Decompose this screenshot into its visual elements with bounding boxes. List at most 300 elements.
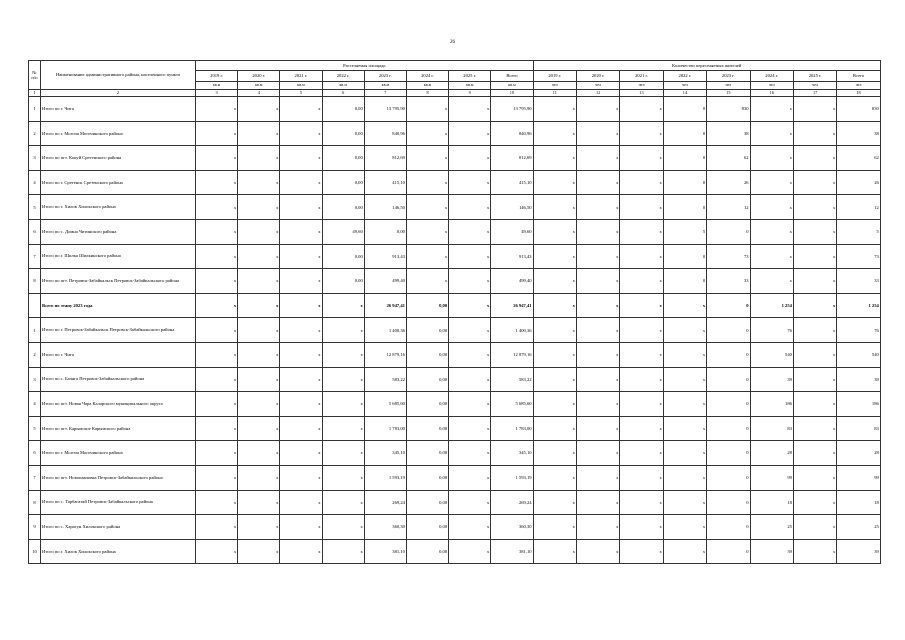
people-cell: 26 bbox=[707, 170, 750, 195]
row-number: 10 bbox=[29, 539, 41, 564]
area-cell: 1 400,36 bbox=[491, 318, 533, 343]
people-cell: 12 bbox=[707, 195, 750, 220]
people-cell: 39 bbox=[837, 367, 881, 392]
people-cell: 62 bbox=[837, 146, 881, 171]
table-row bbox=[29, 121, 881, 146]
people-cell: 76 bbox=[750, 318, 793, 343]
row-number: 6 bbox=[29, 219, 41, 244]
table-row bbox=[29, 244, 881, 269]
people-cell: х bbox=[793, 97, 836, 122]
area-cell: х bbox=[196, 293, 238, 318]
row-number: 6 bbox=[29, 441, 41, 466]
year-header-area: Всего bbox=[491, 71, 533, 82]
area-cell: х bbox=[238, 416, 280, 441]
people-cell: 0 bbox=[663, 97, 706, 122]
area-cell: х bbox=[196, 195, 238, 220]
area-cell: 840,96 bbox=[491, 121, 533, 146]
area-cell: 26 947,41 bbox=[364, 293, 406, 318]
area-cell: 1 783,00 bbox=[364, 416, 406, 441]
area-cell: 13 795,90 bbox=[364, 97, 406, 122]
people-cell: 0 bbox=[663, 170, 706, 195]
people-cell: х bbox=[620, 195, 663, 220]
people-cell: х bbox=[620, 293, 663, 318]
area-cell: х bbox=[196, 318, 238, 343]
people-cell: 540 bbox=[837, 342, 881, 367]
area-cell: х bbox=[238, 244, 280, 269]
people-cell: х bbox=[663, 367, 706, 392]
people-cell: х bbox=[576, 318, 619, 343]
unit-header-area: кв.м bbox=[238, 82, 280, 90]
area-cell: х bbox=[449, 219, 491, 244]
people-cell: х bbox=[793, 539, 836, 564]
people-cell: х bbox=[576, 121, 619, 146]
people-cell: х bbox=[533, 244, 576, 269]
column-number: 12 bbox=[576, 90, 619, 97]
year-header-area: 2023 г. bbox=[364, 71, 406, 82]
area-cell: 0,00 bbox=[406, 539, 448, 564]
people-cell: х bbox=[793, 269, 836, 294]
area-cell: 26 947,41 bbox=[491, 293, 533, 318]
area-cell: 583,22 bbox=[491, 367, 533, 392]
table-row bbox=[29, 392, 881, 417]
people-cell: 1 254 bbox=[837, 293, 881, 318]
people-cell: х bbox=[793, 170, 836, 195]
row-number: 4 bbox=[29, 392, 41, 417]
unit-header-area: кв.м bbox=[280, 82, 322, 90]
column-number: 4 bbox=[238, 90, 280, 97]
area-cell: 913,43 bbox=[491, 244, 533, 269]
people-cell: 0 bbox=[707, 465, 750, 490]
people-cell: 0 bbox=[707, 318, 750, 343]
people-cell: х bbox=[620, 146, 663, 171]
row-number: 3 bbox=[29, 367, 41, 392]
people-cell: х bbox=[793, 416, 836, 441]
area-cell: 812,69 bbox=[491, 146, 533, 171]
column-number: 11 bbox=[533, 90, 576, 97]
area-cell: 0,00 bbox=[322, 170, 364, 195]
people-cell: х bbox=[620, 342, 663, 367]
people-cell: х bbox=[620, 515, 663, 540]
people-cell: х bbox=[533, 515, 576, 540]
year-header-area: 2021 г. bbox=[280, 71, 322, 82]
people-cell: х bbox=[663, 342, 706, 367]
column-number: 8 bbox=[406, 90, 448, 97]
people-cell: х bbox=[576, 219, 619, 244]
table-row bbox=[29, 465, 881, 490]
people-cell: 0 bbox=[707, 490, 750, 515]
area-cell: х bbox=[238, 146, 280, 171]
row-name: Итого по пгт. Кокуй Сретенского района bbox=[41, 146, 196, 171]
area-cell: х bbox=[322, 392, 364, 417]
area-cell: 0,00 bbox=[364, 219, 406, 244]
area-cell: х bbox=[449, 490, 491, 515]
people-cell: 83 bbox=[837, 416, 881, 441]
area-cell: 1 400,36 bbox=[364, 318, 406, 343]
people-cell: х bbox=[663, 416, 706, 441]
area-cell: х bbox=[196, 269, 238, 294]
area-cell: 0,00 bbox=[406, 318, 448, 343]
people-cell: 0 bbox=[663, 121, 706, 146]
people-cell: 25 bbox=[837, 515, 881, 540]
people-cell: 5 bbox=[837, 219, 881, 244]
area-cell: х bbox=[449, 146, 491, 171]
people-cell: 0 bbox=[707, 515, 750, 540]
area-cell: х bbox=[322, 416, 364, 441]
column-number: 16 bbox=[750, 90, 793, 97]
row-name: Итого по пгт. Новая Чара Каларского муниципального округа bbox=[41, 392, 196, 417]
people-cell: 39 bbox=[837, 539, 881, 564]
people-cell: 0 bbox=[707, 416, 750, 441]
people-cell: 0 bbox=[707, 441, 750, 466]
people-cell: 39 bbox=[750, 539, 793, 564]
people-cell: х bbox=[620, 465, 663, 490]
area-cell: х bbox=[406, 170, 448, 195]
people-cell: х bbox=[793, 465, 836, 490]
people-cell: 540 bbox=[750, 342, 793, 367]
area-cell: х bbox=[280, 219, 322, 244]
area-cell: 381,10 bbox=[364, 539, 406, 564]
people-cell: х bbox=[533, 392, 576, 417]
table-row bbox=[29, 490, 881, 515]
people-cell: х bbox=[793, 441, 836, 466]
row-name: Итого по пгт. Новопавловка Петровск-Забайкальского района bbox=[41, 465, 196, 490]
people-cell: 73 bbox=[707, 244, 750, 269]
column-number: 7 bbox=[364, 90, 406, 97]
unit-header-area: кв.м bbox=[322, 82, 364, 90]
area-cell: х bbox=[449, 441, 491, 466]
people-cell: 0 bbox=[707, 293, 750, 318]
area-cell: х bbox=[196, 392, 238, 417]
area-cell: 0,00 bbox=[406, 367, 448, 392]
area-cell: х bbox=[196, 416, 238, 441]
area-cell: 0,00 bbox=[406, 392, 448, 417]
area-cell: 840,96 bbox=[364, 121, 406, 146]
area-cell: х bbox=[238, 195, 280, 220]
area-cell: 0,00 bbox=[406, 490, 448, 515]
people-cell: 38 bbox=[707, 121, 750, 146]
area-cell: х bbox=[322, 539, 364, 564]
row-number: 7 bbox=[29, 465, 41, 490]
unit-header-area: кв.м bbox=[196, 82, 238, 90]
people-cell: 33 bbox=[707, 269, 750, 294]
area-cell: х bbox=[280, 121, 322, 146]
row-name: Итого по г. Могоча Могочинского района bbox=[41, 441, 196, 466]
area-cell: 1 593,19 bbox=[491, 465, 533, 490]
people-cell: х bbox=[576, 97, 619, 122]
table-row bbox=[29, 342, 881, 367]
unit-header-people: чел bbox=[707, 82, 750, 90]
table-row bbox=[29, 97, 881, 122]
people-cell: 1 254 bbox=[750, 293, 793, 318]
area-cell: х bbox=[196, 441, 238, 466]
unit-header-people: чел bbox=[750, 82, 793, 90]
area-cell: х bbox=[280, 170, 322, 195]
people-cell: х bbox=[663, 392, 706, 417]
people-cell: 33 bbox=[837, 269, 881, 294]
area-cell: 0,00 bbox=[406, 465, 448, 490]
area-cell: х bbox=[196, 515, 238, 540]
area-cell: х bbox=[238, 441, 280, 466]
people-cell: х bbox=[533, 170, 576, 195]
people-cell: х bbox=[663, 490, 706, 515]
area-cell: х bbox=[280, 367, 322, 392]
people-cell: х bbox=[793, 318, 836, 343]
people-cell: х bbox=[620, 170, 663, 195]
area-cell: х bbox=[449, 539, 491, 564]
unit-header-people: чел bbox=[793, 82, 836, 90]
people-cell: х bbox=[793, 392, 836, 417]
area-cell: х bbox=[238, 170, 280, 195]
row-name: Итого по пгт. Петровск-Забайкальск Петровск-Забайкальского района bbox=[41, 269, 196, 294]
year-header-area: 2022 г. bbox=[322, 71, 364, 82]
year-header-area: 2019 г. bbox=[196, 71, 238, 82]
people-cell: 0 bbox=[707, 367, 750, 392]
people-cell: 0 bbox=[707, 219, 750, 244]
area-cell: х bbox=[196, 97, 238, 122]
column-number: 1 bbox=[29, 90, 41, 97]
area-cell: 812,69 bbox=[364, 146, 406, 171]
people-cell: х bbox=[533, 293, 576, 318]
area-cell: х bbox=[238, 293, 280, 318]
area-cell: х bbox=[196, 539, 238, 564]
area-cell: х bbox=[238, 269, 280, 294]
people-cell: х bbox=[576, 515, 619, 540]
people-cell: х bbox=[750, 170, 793, 195]
people-cell: х bbox=[533, 490, 576, 515]
people-cell: х bbox=[533, 539, 576, 564]
people-cell: 830 bbox=[837, 97, 881, 122]
area-cell: х bbox=[449, 318, 491, 343]
area-cell: 12 879,16 bbox=[364, 342, 406, 367]
area-cell: х bbox=[322, 441, 364, 466]
people-cell: х bbox=[576, 293, 619, 318]
year-header-people: 2023 г. bbox=[707, 71, 750, 82]
area-cell: х bbox=[406, 146, 448, 171]
people-cell: х bbox=[576, 416, 619, 441]
people-cell: х bbox=[576, 244, 619, 269]
people-cell: 62 bbox=[707, 146, 750, 171]
area-cell: 49,60 bbox=[491, 219, 533, 244]
area-cell: х bbox=[280, 441, 322, 466]
row-name: Всего по этапу 2023 года bbox=[41, 293, 196, 318]
area-cell: х bbox=[322, 293, 364, 318]
people-cell: 12 bbox=[837, 195, 881, 220]
people-cell: х bbox=[620, 539, 663, 564]
people-cell: х bbox=[533, 318, 576, 343]
people-cell: х bbox=[620, 441, 663, 466]
area-cell: х bbox=[196, 244, 238, 269]
area-cell: х bbox=[449, 269, 491, 294]
people-cell: 0 bbox=[707, 392, 750, 417]
row-name: Итого по г. Шилка Шилкинского района bbox=[41, 244, 196, 269]
people-cell: х bbox=[793, 121, 836, 146]
table-row bbox=[29, 146, 881, 171]
area-cell: х bbox=[322, 367, 364, 392]
area-cell: 5 685,60 bbox=[364, 392, 406, 417]
area-cell: х bbox=[238, 490, 280, 515]
area-cell: 1 593,19 bbox=[364, 465, 406, 490]
row-name: Итого по г. Хилок Хилокского района bbox=[41, 195, 196, 220]
people-cell: х bbox=[793, 367, 836, 392]
people-cell: х bbox=[750, 121, 793, 146]
area-cell: х bbox=[449, 121, 491, 146]
year-header-people: 2025 г. bbox=[793, 71, 836, 82]
header-people-group: Количество переселяемых жителей bbox=[533, 61, 880, 71]
area-cell: х bbox=[449, 342, 491, 367]
unit-header-area: кв.м bbox=[406, 82, 448, 90]
row-number: 4 bbox=[29, 170, 41, 195]
area-cell: х bbox=[238, 97, 280, 122]
table-row bbox=[29, 219, 881, 244]
area-cell: х bbox=[449, 293, 491, 318]
people-cell: х bbox=[793, 195, 836, 220]
area-cell: х bbox=[449, 170, 491, 195]
area-cell: х bbox=[280, 318, 322, 343]
area-cell: х bbox=[238, 367, 280, 392]
area-cell: 0,00 bbox=[322, 97, 364, 122]
people-cell: х bbox=[620, 269, 663, 294]
people-cell: х bbox=[533, 367, 576, 392]
people-cell: х bbox=[663, 539, 706, 564]
row-number: 5 bbox=[29, 416, 41, 441]
area-cell: х bbox=[280, 293, 322, 318]
area-cell: х bbox=[238, 342, 280, 367]
people-cell: 38 bbox=[837, 121, 881, 146]
row-name: Итого по г. Чита bbox=[41, 342, 196, 367]
area-cell: х bbox=[196, 121, 238, 146]
header-name: Наименование административного района, населенного пункта bbox=[41, 61, 196, 90]
column-number: 15 bbox=[707, 90, 750, 97]
people-cell: х bbox=[533, 269, 576, 294]
people-cell: 0 bbox=[707, 342, 750, 367]
row-number: 5 bbox=[29, 195, 41, 220]
area-cell: х bbox=[196, 170, 238, 195]
area-cell: х bbox=[406, 269, 448, 294]
area-cell: х bbox=[322, 465, 364, 490]
people-cell: 18 bbox=[837, 490, 881, 515]
table-row bbox=[29, 269, 881, 294]
row-name: Итого по с. Баляга Петровск-Забайкальского района bbox=[41, 367, 196, 392]
area-cell: х bbox=[449, 416, 491, 441]
row-name: Итого по г. Сретенск Сретенского района bbox=[41, 170, 196, 195]
year-header-people: 2022 г. bbox=[663, 71, 706, 82]
area-cell: х bbox=[196, 465, 238, 490]
people-cell: х bbox=[620, 367, 663, 392]
area-cell: 0,00 bbox=[406, 342, 448, 367]
people-cell: 73 bbox=[837, 244, 881, 269]
area-cell: х bbox=[280, 244, 322, 269]
column-number: 14 bbox=[663, 90, 706, 97]
column-number: 18 bbox=[837, 90, 881, 97]
area-cell: х bbox=[406, 97, 448, 122]
people-cell: х bbox=[750, 97, 793, 122]
people-cell: х bbox=[576, 465, 619, 490]
page-number: 26 bbox=[450, 40, 455, 45]
area-cell: х bbox=[280, 392, 322, 417]
people-cell: 28 bbox=[837, 441, 881, 466]
people-cell: 18 bbox=[750, 490, 793, 515]
area-cell: 0,00 bbox=[322, 244, 364, 269]
people-cell: х bbox=[620, 219, 663, 244]
unit-header-people: чел bbox=[620, 82, 663, 90]
people-cell: 0 bbox=[707, 539, 750, 564]
unit-header-area: кв.м bbox=[364, 82, 406, 90]
area-cell: 146,50 bbox=[491, 195, 533, 220]
area-cell: 415,10 bbox=[491, 170, 533, 195]
row-number: 8 bbox=[29, 490, 41, 515]
area-cell: х bbox=[280, 539, 322, 564]
unit-header-area: кв.м bbox=[491, 82, 533, 90]
table-row bbox=[29, 195, 881, 220]
people-cell: х bbox=[576, 392, 619, 417]
area-cell: 1 783,00 bbox=[491, 416, 533, 441]
people-cell: 76 bbox=[837, 318, 881, 343]
header-area-group: Расселяемая площадь bbox=[196, 61, 534, 71]
people-cell: х bbox=[576, 195, 619, 220]
area-cell: 0,00 bbox=[322, 195, 364, 220]
area-cell: х bbox=[449, 195, 491, 220]
people-cell: 0 bbox=[663, 195, 706, 220]
people-cell: х bbox=[533, 342, 576, 367]
people-cell: х bbox=[533, 441, 576, 466]
people-cell: х bbox=[576, 441, 619, 466]
area-cell: 269,24 bbox=[364, 490, 406, 515]
area-cell: х bbox=[449, 244, 491, 269]
area-cell: х bbox=[238, 539, 280, 564]
area-cell: х bbox=[449, 392, 491, 417]
people-cell: х bbox=[576, 490, 619, 515]
unit-header-people: чел bbox=[533, 82, 576, 90]
people-cell: 26 bbox=[837, 170, 881, 195]
people-cell: х bbox=[663, 465, 706, 490]
people-cell: 28 bbox=[750, 441, 793, 466]
area-cell: х bbox=[280, 515, 322, 540]
people-cell: х bbox=[533, 146, 576, 171]
people-cell: х bbox=[620, 490, 663, 515]
table-row bbox=[29, 515, 881, 540]
people-cell: х bbox=[576, 342, 619, 367]
area-cell: 360,30 bbox=[364, 515, 406, 540]
table-row bbox=[29, 367, 881, 392]
area-cell: х bbox=[280, 97, 322, 122]
area-cell: х bbox=[280, 416, 322, 441]
unit-header-people: чел bbox=[837, 82, 881, 90]
area-cell: х bbox=[449, 97, 491, 122]
column-number: 3 bbox=[196, 90, 238, 97]
column-number: 2 bbox=[41, 90, 196, 97]
people-cell: х bbox=[533, 219, 576, 244]
area-cell: х bbox=[196, 490, 238, 515]
unit-header-people: чел bbox=[576, 82, 619, 90]
area-cell: 269,24 bbox=[491, 490, 533, 515]
year-header-area: 2025 г. bbox=[449, 71, 491, 82]
people-cell: х bbox=[750, 269, 793, 294]
row-name: Итого по с. Домна Читинского района bbox=[41, 219, 196, 244]
area-cell: х bbox=[406, 244, 448, 269]
row-number: 2 bbox=[29, 342, 41, 367]
area-cell: х bbox=[449, 465, 491, 490]
area-cell: х bbox=[280, 146, 322, 171]
year-header-people: 2021 г. bbox=[620, 71, 663, 82]
area-cell: 146,50 bbox=[364, 195, 406, 220]
row-number: 3 bbox=[29, 146, 41, 171]
people-cell: 0 bbox=[663, 244, 706, 269]
row-name: Итого по с. Харагун Хилокского района bbox=[41, 515, 196, 540]
area-cell: х bbox=[196, 367, 238, 392]
people-cell: 186 bbox=[750, 392, 793, 417]
people-cell: х bbox=[663, 318, 706, 343]
area-cell: 345,10 bbox=[491, 441, 533, 466]
